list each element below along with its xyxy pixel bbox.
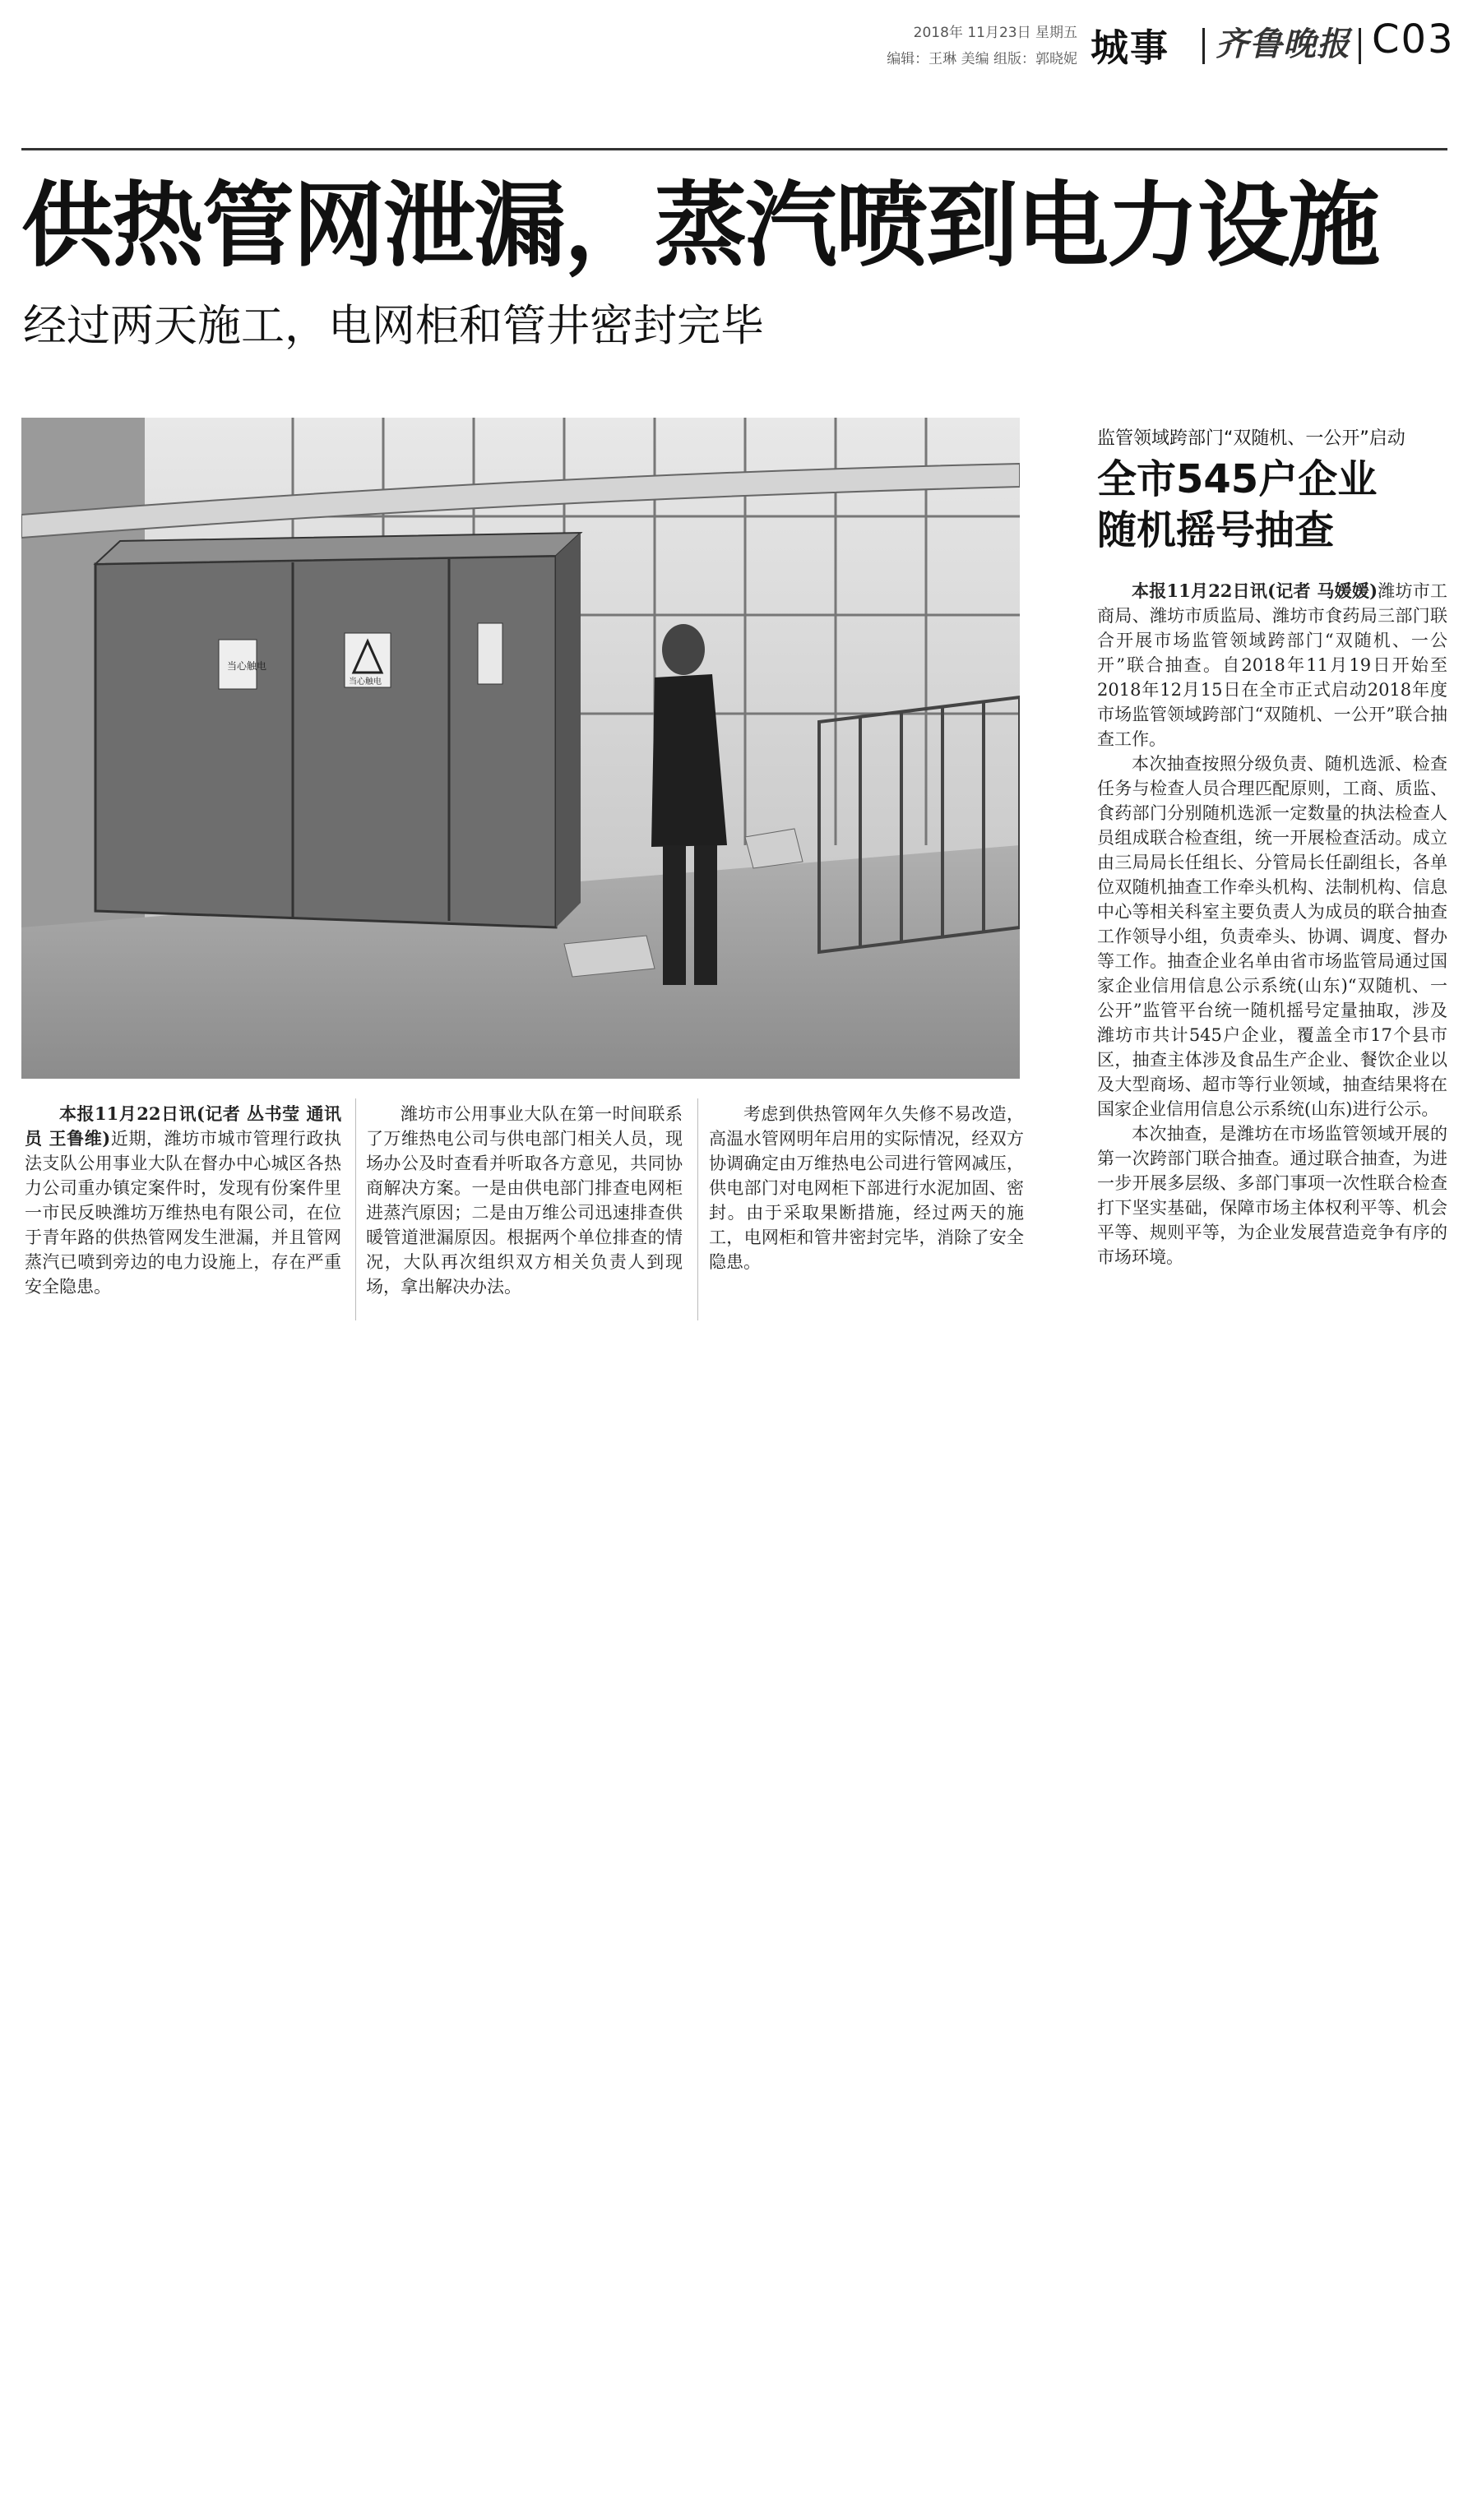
side-article-title-line-2: 随机摇号抽查 — [1097, 507, 1335, 553]
photo-illustration — [21, 418, 1020, 1079]
article-subtitle: 经过两天施工，电网柜和管井密封完毕 — [23, 301, 764, 351]
side-article-title-line-1: 全市545户企业 — [1097, 456, 1378, 502]
column-divider — [355, 1098, 356, 1320]
side-article-paragraph-1: 潍坊市工商局、潍坊市质监局、潍坊市食药局三部门联合开展市场监管领域跨部门“双随机、一公开”联合抽查。自2018年11月19日开始至2018年12月15日在全市正式启动2018年度市场监管领域跨部门“双随机、一公开”联合抽查工作。 — [1097, 581, 1447, 749]
side-article-byline: 本报11月22日讯(记者 马媛媛) — [1132, 580, 1378, 601]
article-column-3-text: 考虑到供热管网年久失修不易改造，高温水管网明年启用的实际情况，经双方协调确定由万维热电公司进行管网减压，供电部门对电网柜下部进行水泥加固、密封。由于采取果断措施，经过两天的施工，电网柜和管井密封完毕，消除了安全隐患。 — [709, 1104, 1024, 1272]
side-article-paragraph-2: 本次抽查按照分级负责、随机选派、检查任务与检查人员合理匹配原则，工商、质监、食药部门分别随机选派一定数量的执法检查人员组成联合检查组，统一开展检查活动。成立由三局局长任组长、分管局长任副组长，各单位双随机抽查工作牵头机构、法制机构、信息中心等相关科室主要负责人为成员的联合抽查工作领导小组，负责牵头、协调、调度、督办等工作。抽查企业名单由省市场监管局通过国家企业信用信息公示系统(山东)“双随机、一公开”监管平台统一随机摇号定量抽取，涉及潍坊市共计545户企业，覆盖全市17个县市区，抽查主体涉及食品生产企业、餐饮企业以及大型商场、超市等行业领域，抽查结果将在国家企业信用信息公示系统(山东)进行公示。 — [1097, 754, 1447, 1119]
masthead-divider — [1359, 28, 1361, 64]
news-photo — [21, 418, 1020, 1079]
side-article-title — [1097, 454, 1443, 556]
article-column-3 — [709, 1102, 1024, 1274]
side-article-paragraph-3: 本次抽查，是潍坊在市场监管领域开展的第一次跨部门联合抽查。通过联合抽查，为进一步开展多层级、多部门事项一次性联合检查打下坚实基础，保障市场主体权利平等、机会平等、规则平等，为企业发展营造竞争有序的市场环境。 — [1097, 1124, 1447, 1267]
issue-date: 2018年 11月23日 星期五 — [913, 25, 1077, 41]
page-number: C03 — [1372, 16, 1455, 62]
cabinet-sign-label: 当心触电 — [227, 660, 267, 672]
section-name: 城事 — [1091, 25, 1169, 70]
warning-sign-label: 当心触电 — [349, 677, 382, 687]
side-article-body — [1097, 579, 1447, 1269]
article-column-2-text: 潍坊市公用事业大队在第一时间联系了万维热电公司与供电部门相关人员，现场办公及时查看并听取各方意见，共同协商解决方案。一是由供电部门排查电网柜进蒸汽原因；二是由万维公司迅速排查供暖管道泄漏原因。根据两个单位排查的情况，大队再次组织双方相关负责人到现场，拿出解决办法。 — [366, 1104, 683, 1297]
article-column-2 — [366, 1102, 683, 1299]
masthead-meta — [814, 20, 1077, 72]
article-title: 供热管网泄漏，蒸汽喷到电力设施 — [21, 173, 1378, 280]
header-rule — [21, 148, 1447, 150]
masthead-divider — [1202, 28, 1205, 64]
column-divider — [697, 1098, 698, 1320]
editor-credits: 编辑：王琳 美编 组版：郭晓妮 — [887, 51, 1077, 67]
paper-logo: 齐鲁晚报 — [1216, 25, 1350, 63]
article-column-1 — [25, 1102, 341, 1299]
side-article-kicker: 监管领域跨部门“双随机、一公开”启动 — [1097, 428, 1405, 449]
article-byline: 本报11月22日讯(记者 丛书莹 通讯员 王鲁维) — [25, 1103, 341, 1149]
article-column-1-text: 近期，潍坊市城市管理行政执法支队公用事业大队在督办中心城区各热力公司重办镇定案件时，发现有份案件里一市民反映潍坊万维热电有限公司，在位于青年路的供热管网发生泄漏，并且管网蒸汽已喷到旁边的电力设施上，存在严重安全隐患。 — [25, 1129, 341, 1297]
